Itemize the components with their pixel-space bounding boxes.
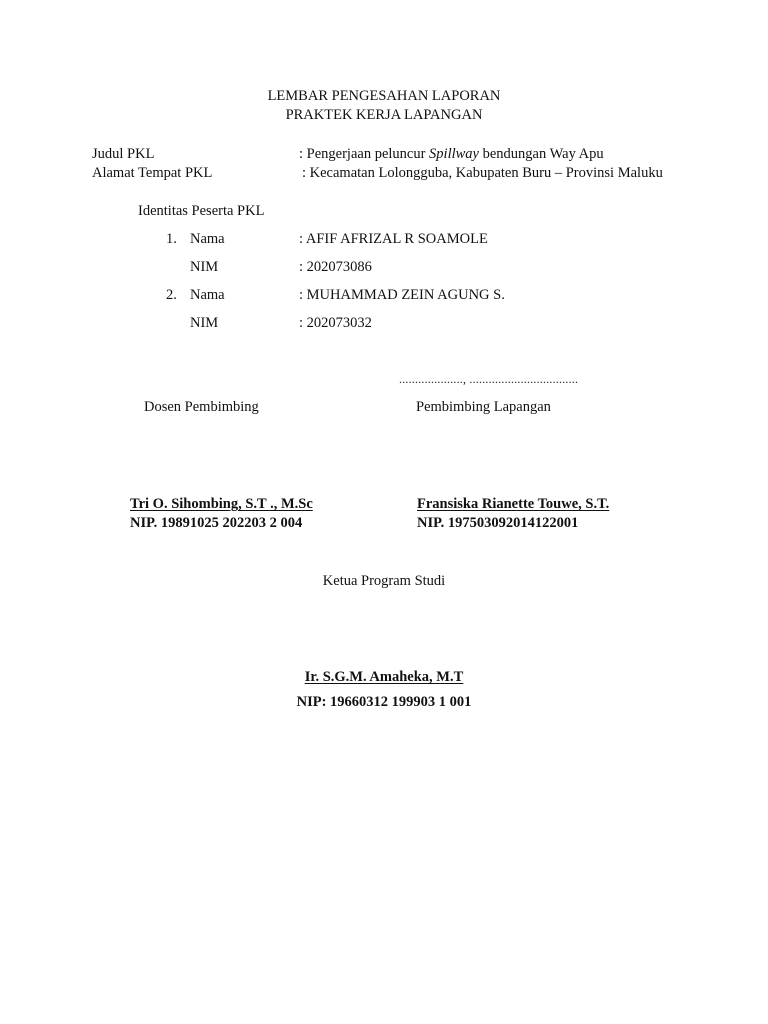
participant-1-nim-value: : 202073086 bbox=[299, 259, 372, 275]
ketua-prodi-role: Ketua Program Studi bbox=[322, 573, 446, 589]
judul-suffix: bendungan Way Apu bbox=[479, 146, 604, 162]
judul-value bbox=[299, 146, 604, 163]
pembimbing-lapangan-name: Fransiska Rianette Touwe, S.T. bbox=[417, 496, 610, 512]
pembimbing-lapangan-role: Pembimbing Lapangan bbox=[416, 399, 551, 415]
participant-2-name-value: : MUHAMMAD ZEIN AGUNG S. bbox=[299, 287, 505, 303]
title-line-1: LEMBAR PENGESAHAN LAPORAN bbox=[267, 88, 501, 104]
participant-2-nim-value: : 202073032 bbox=[299, 315, 372, 331]
participant-1-name-label: Nama bbox=[190, 231, 225, 247]
participants-heading: Identitas Peserta PKL bbox=[138, 203, 265, 219]
pembimbing-lapangan-nip: NIP. 197503092014122001 bbox=[417, 515, 579, 531]
ketua-prodi-name: Ir. S.G.M. Amaheka, M.T bbox=[304, 669, 464, 685]
judul-italic: Spillway bbox=[429, 146, 479, 162]
dosen-pembimbing-nip: NIP. 19891025 202203 2 004 bbox=[130, 515, 303, 531]
title-line-2: PRAKTEK KERJA LAPANGAN bbox=[285, 107, 483, 123]
ketua-prodi-nip: NIP: 19660312 199903 1 001 bbox=[296, 694, 472, 710]
participant-2-name-label: Nama bbox=[190, 287, 225, 303]
alamat-label: Alamat Tempat PKL bbox=[92, 165, 213, 181]
participant-1-nim-label: NIM bbox=[190, 259, 219, 275]
participant-1-name-value: : AFIF AFRIZAL R SOAMOLE bbox=[299, 231, 488, 247]
judul-label: Judul PKL bbox=[92, 146, 155, 162]
participant-1-number: 1. bbox=[166, 231, 177, 247]
dosen-pembimbing-role: Dosen Pembimbing bbox=[144, 399, 259, 415]
participant-2-number: 2. bbox=[166, 287, 177, 303]
dosen-pembimbing-name: Tri O. Sihombing, S.T ., M.Sc bbox=[130, 496, 313, 512]
alamat-value: : Kecamatan Lolongguba, Kabupaten Buru – Provinsi Maluku bbox=[302, 165, 663, 181]
place-date-line: ...................., .................................. bbox=[399, 372, 579, 386]
judul-prefix: : Pengerjaan peluncur bbox=[299, 146, 430, 162]
participant-2-nim-label: NIM bbox=[190, 315, 219, 331]
